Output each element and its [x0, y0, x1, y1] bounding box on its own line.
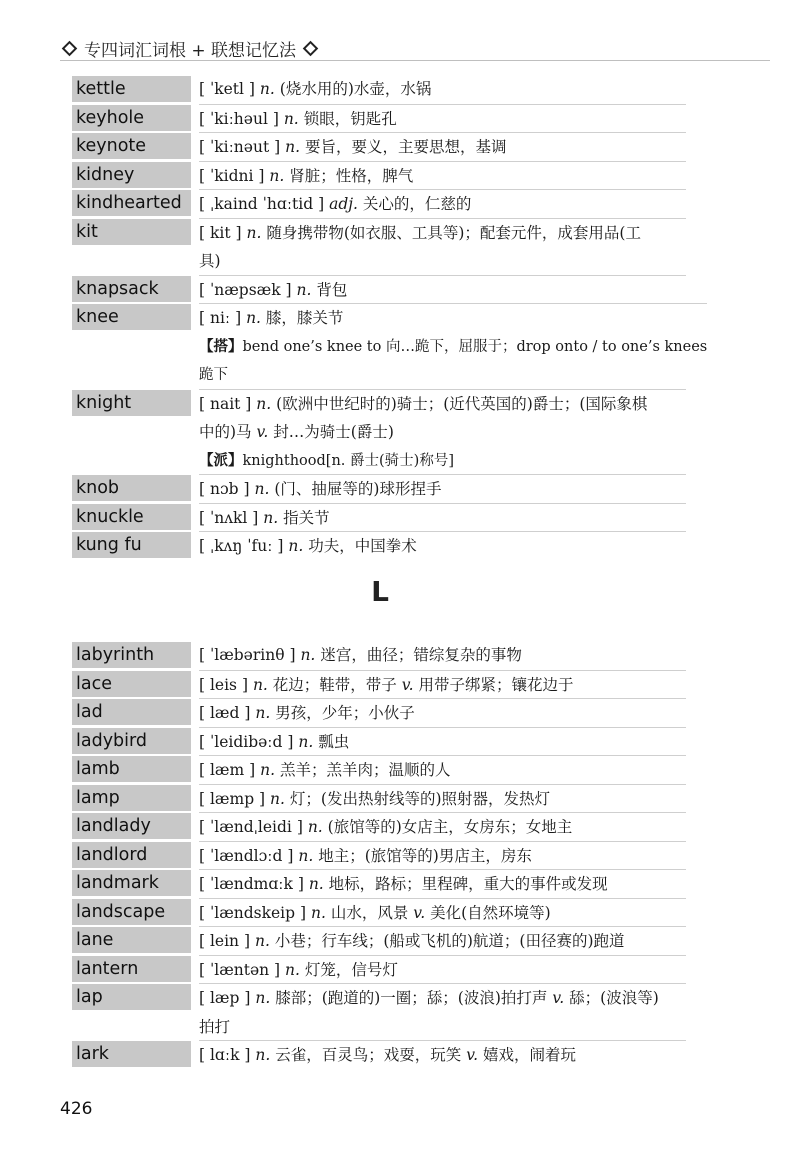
collocation-continued: 跪下 — [199, 367, 228, 383]
headword: lamb — [72, 756, 191, 782]
entry-row — [72, 503, 686, 532]
headword: knee — [72, 304, 191, 330]
phonetic: [ ˈkiːnəut ] — [199, 138, 281, 156]
entry-row — [72, 869, 686, 898]
phonetic: [ lɑːk ] — [199, 1046, 251, 1064]
definition: 灯；(发出热射线等的)照射器，发热灯 — [289, 789, 551, 808]
definition: 指关节 — [283, 508, 330, 527]
part-of-speech: n. — [254, 932, 270, 950]
headword: labyrinth — [72, 642, 191, 668]
definition: 膝，膝关节 — [265, 309, 344, 327]
part-of-speech: n. — [246, 223, 262, 242]
definition: 男孩，少年；小伙子 — [275, 704, 415, 722]
headword: lap — [72, 984, 191, 1010]
phonetic: [ nɔb ] — [199, 480, 250, 498]
part-of-speech: n. — [269, 166, 285, 185]
page-number: 426 — [60, 1099, 93, 1119]
entry-row — [72, 641, 686, 670]
part-of-speech: n. — [283, 109, 299, 128]
l-entries — [72, 641, 686, 1069]
definition: 随身携带物(如衣服、工具等)；配套元件，成套用品(工 — [266, 223, 641, 242]
collocation-tag: 【搭】 — [199, 338, 243, 355]
definition-verb: 嬉戏，闹着玩 — [483, 1046, 577, 1064]
section-letter: L — [371, 575, 389, 608]
headword: kindhearted — [72, 190, 191, 216]
definition-continued: 具) — [199, 252, 221, 270]
phonetic: [ ˈkiːhəul ] — [199, 109, 279, 128]
phonetic: [ ˈkidni ] — [199, 166, 265, 185]
phonetic: [ ˈlændmɑːk ] — [199, 875, 304, 893]
definition: 地主；(旅馆等的)男店主，房东 — [318, 846, 532, 865]
entry-row — [72, 531, 686, 560]
entry-row — [72, 812, 686, 841]
entry-row — [72, 132, 686, 161]
part-of-speech: n. — [256, 394, 272, 413]
definition: (旅馆等的)女店主，女房东；女地主 — [327, 818, 573, 836]
headword: lark — [72, 1041, 191, 1067]
part-of-speech: n. — [298, 846, 314, 865]
definition: 云雀，百灵鸟；戏耍，玩笑 — [275, 1046, 462, 1064]
part-of-speech: n. — [260, 761, 276, 779]
entry-row — [72, 303, 708, 389]
phonetic: [ ˈlæbərinθ ] — [199, 646, 296, 664]
definition: 山水，风景 — [330, 903, 409, 922]
phonetic: [ læp ] — [199, 989, 251, 1007]
definition: 关心的，仁慈的 — [362, 195, 472, 213]
phonetic: [ leis ] — [199, 675, 248, 694]
entry-row — [72, 1040, 686, 1069]
phonetic: [ ˈnæpsæk ] — [199, 280, 292, 299]
headword: kit — [72, 219, 191, 245]
headword: knight — [72, 390, 191, 416]
definition: (门、抽屉等的)球形捏手 — [274, 480, 442, 498]
entry-row — [72, 474, 686, 503]
headword: lantern — [72, 956, 191, 982]
page-header — [60, 36, 770, 61]
part-of-speech: n. — [252, 675, 268, 694]
definition: 膝部；(跑道的)一圈；舔；(波浪)拍打声 — [275, 989, 548, 1007]
part-of-speech: v. — [401, 675, 414, 694]
definition: 肾脏；性格，脾气 — [289, 166, 414, 185]
entry-row — [72, 389, 686, 475]
entry-row — [72, 75, 686, 104]
definition: 背包 — [316, 280, 348, 299]
headword: landscape — [72, 899, 191, 925]
part-of-speech: adj. — [329, 195, 358, 213]
definition-verb: 美化(自然环境等) — [430, 903, 551, 922]
entry-row — [72, 983, 686, 1040]
definition: 迷宫，曲径；错综复杂的事物 — [320, 646, 522, 664]
phonetic: [ kit ] — [199, 223, 242, 242]
phonetic: [ læm ] — [199, 761, 256, 779]
headword: lad — [72, 699, 191, 725]
phonetic: [ ˈleidibəːd ] — [199, 732, 294, 751]
part-of-speech: n. — [285, 960, 300, 979]
phonetic: [ læmp ] — [199, 789, 266, 808]
entry-row — [72, 784, 686, 813]
part-of-speech: n. — [298, 732, 314, 751]
part-of-speech: n. — [307, 818, 323, 836]
part-of-speech: v. — [466, 1046, 479, 1064]
part-of-speech: n. — [259, 80, 275, 98]
part-of-speech: n. — [255, 704, 271, 722]
definition-continued: 中的)马 — [199, 423, 252, 441]
headword: keyhole — [72, 105, 191, 131]
definition-verb: 用带子绑紧；镶花边于 — [418, 675, 574, 694]
phonetic: [ ˈlændˌleidi ] — [199, 818, 303, 836]
phonetic: [ nait ] — [199, 394, 252, 413]
definition-verb: 舔；(波浪等) — [569, 989, 659, 1007]
definition-continued: 拍打 — [199, 1017, 231, 1036]
part-of-speech: v. — [552, 989, 565, 1007]
headword: lamp — [72, 785, 191, 811]
entry-row — [72, 841, 686, 870]
headword: kung fu — [72, 532, 191, 558]
diamond-icon — [303, 40, 319, 56]
part-of-speech: n. — [246, 309, 261, 327]
phonetic: [ ˈnʌkl ] — [199, 508, 259, 527]
definition: 羔羊；羔羊肉；温顺的人 — [279, 761, 451, 779]
part-of-speech: n. — [300, 646, 316, 664]
part-of-speech: v. — [256, 423, 269, 441]
phonetic: [ ˌkaind ˈhɑːtid ] — [199, 195, 325, 213]
headword: lace — [72, 671, 191, 697]
definition-verb: 封…为骑士(爵士) — [273, 423, 394, 441]
derivative-tag: 【派】 — [199, 452, 243, 469]
headword: landlady — [72, 813, 191, 839]
entry-row — [72, 189, 686, 218]
definition: 瓢虫 — [318, 732, 350, 751]
part-of-speech: n. — [288, 537, 304, 555]
headword: knob — [72, 475, 191, 501]
part-of-speech: n. — [296, 280, 312, 299]
definition: (烧水用的)水壶，水锅 — [279, 80, 432, 98]
entry-row — [72, 727, 686, 756]
diamond-icon — [62, 40, 78, 56]
phonetic: [ niː ] — [199, 309, 242, 327]
phonetic: [ ˈlændskeip ] — [199, 903, 307, 922]
phonetic: [ lein ] — [199, 932, 251, 950]
part-of-speech: v. — [413, 903, 426, 922]
headword: keynote — [72, 133, 191, 159]
headword: landmark — [72, 870, 191, 896]
definition: 地标，路标；里程碑，重大的事件或发现 — [328, 875, 608, 893]
entry-row — [72, 670, 686, 699]
entry-row — [72, 755, 686, 784]
part-of-speech: n. — [254, 480, 270, 498]
phonetic: [ ˈlæntən ] — [199, 960, 281, 979]
headword: kidney — [72, 162, 191, 188]
definition: 要旨，要义，主要思想，基调 — [304, 138, 507, 156]
entry-row — [72, 955, 686, 984]
part-of-speech: n. — [255, 1046, 271, 1064]
entry-row — [72, 926, 686, 955]
headword: knapsack — [72, 276, 191, 302]
part-of-speech: n. — [255, 989, 271, 1007]
headword: landlord — [72, 842, 191, 868]
entry-row — [72, 898, 686, 927]
header-title: 专四词汇词根 + 联想记忆法 — [84, 40, 297, 61]
entry-row — [72, 698, 686, 727]
derivative-text: knighthood[n. 爵士(骑士)称号] — [242, 452, 454, 469]
headword: kettle — [72, 76, 191, 102]
headword: lane — [72, 927, 191, 953]
definition: 锁眼，钥匙孔 — [303, 109, 397, 128]
phonetic: [ ˈlændlɔːd ] — [199, 846, 294, 865]
part-of-speech: n. — [285, 138, 301, 156]
phonetic: [ ˈketl ] — [199, 80, 255, 98]
definition: 灯笼，信号灯 — [304, 960, 398, 979]
headword: ladybird — [72, 728, 191, 754]
entry-row — [72, 275, 686, 304]
definition: 小巷；行车线；(船或飞机的)航道；(田径赛的)跑道 — [274, 932, 625, 950]
part-of-speech: n. — [308, 875, 324, 893]
phonetic: [ læd ] — [199, 704, 251, 722]
entry-row — [72, 218, 686, 275]
part-of-speech: n. — [310, 903, 326, 922]
part-of-speech: n. — [270, 789, 285, 808]
k-entries — [72, 75, 708, 560]
definition: 功夫，中国拳术 — [308, 537, 417, 555]
phonetic: [ ˌkʌŋ ˈfuː ] — [199, 537, 284, 555]
entry-row — [72, 161, 686, 190]
definition: 花边；鞋带，带子 — [272, 675, 397, 694]
headword: knuckle — [72, 504, 191, 530]
definition: (欧洲中世纪时的)骑士；(近代英国的)爵士；(国际象棋 — [276, 394, 648, 413]
collocation-text: bend one’s knee to 向…跪下，屈服于；drop onto / to one’s knees — [242, 338, 708, 355]
part-of-speech: n. — [263, 508, 279, 527]
entry-row — [72, 104, 686, 133]
